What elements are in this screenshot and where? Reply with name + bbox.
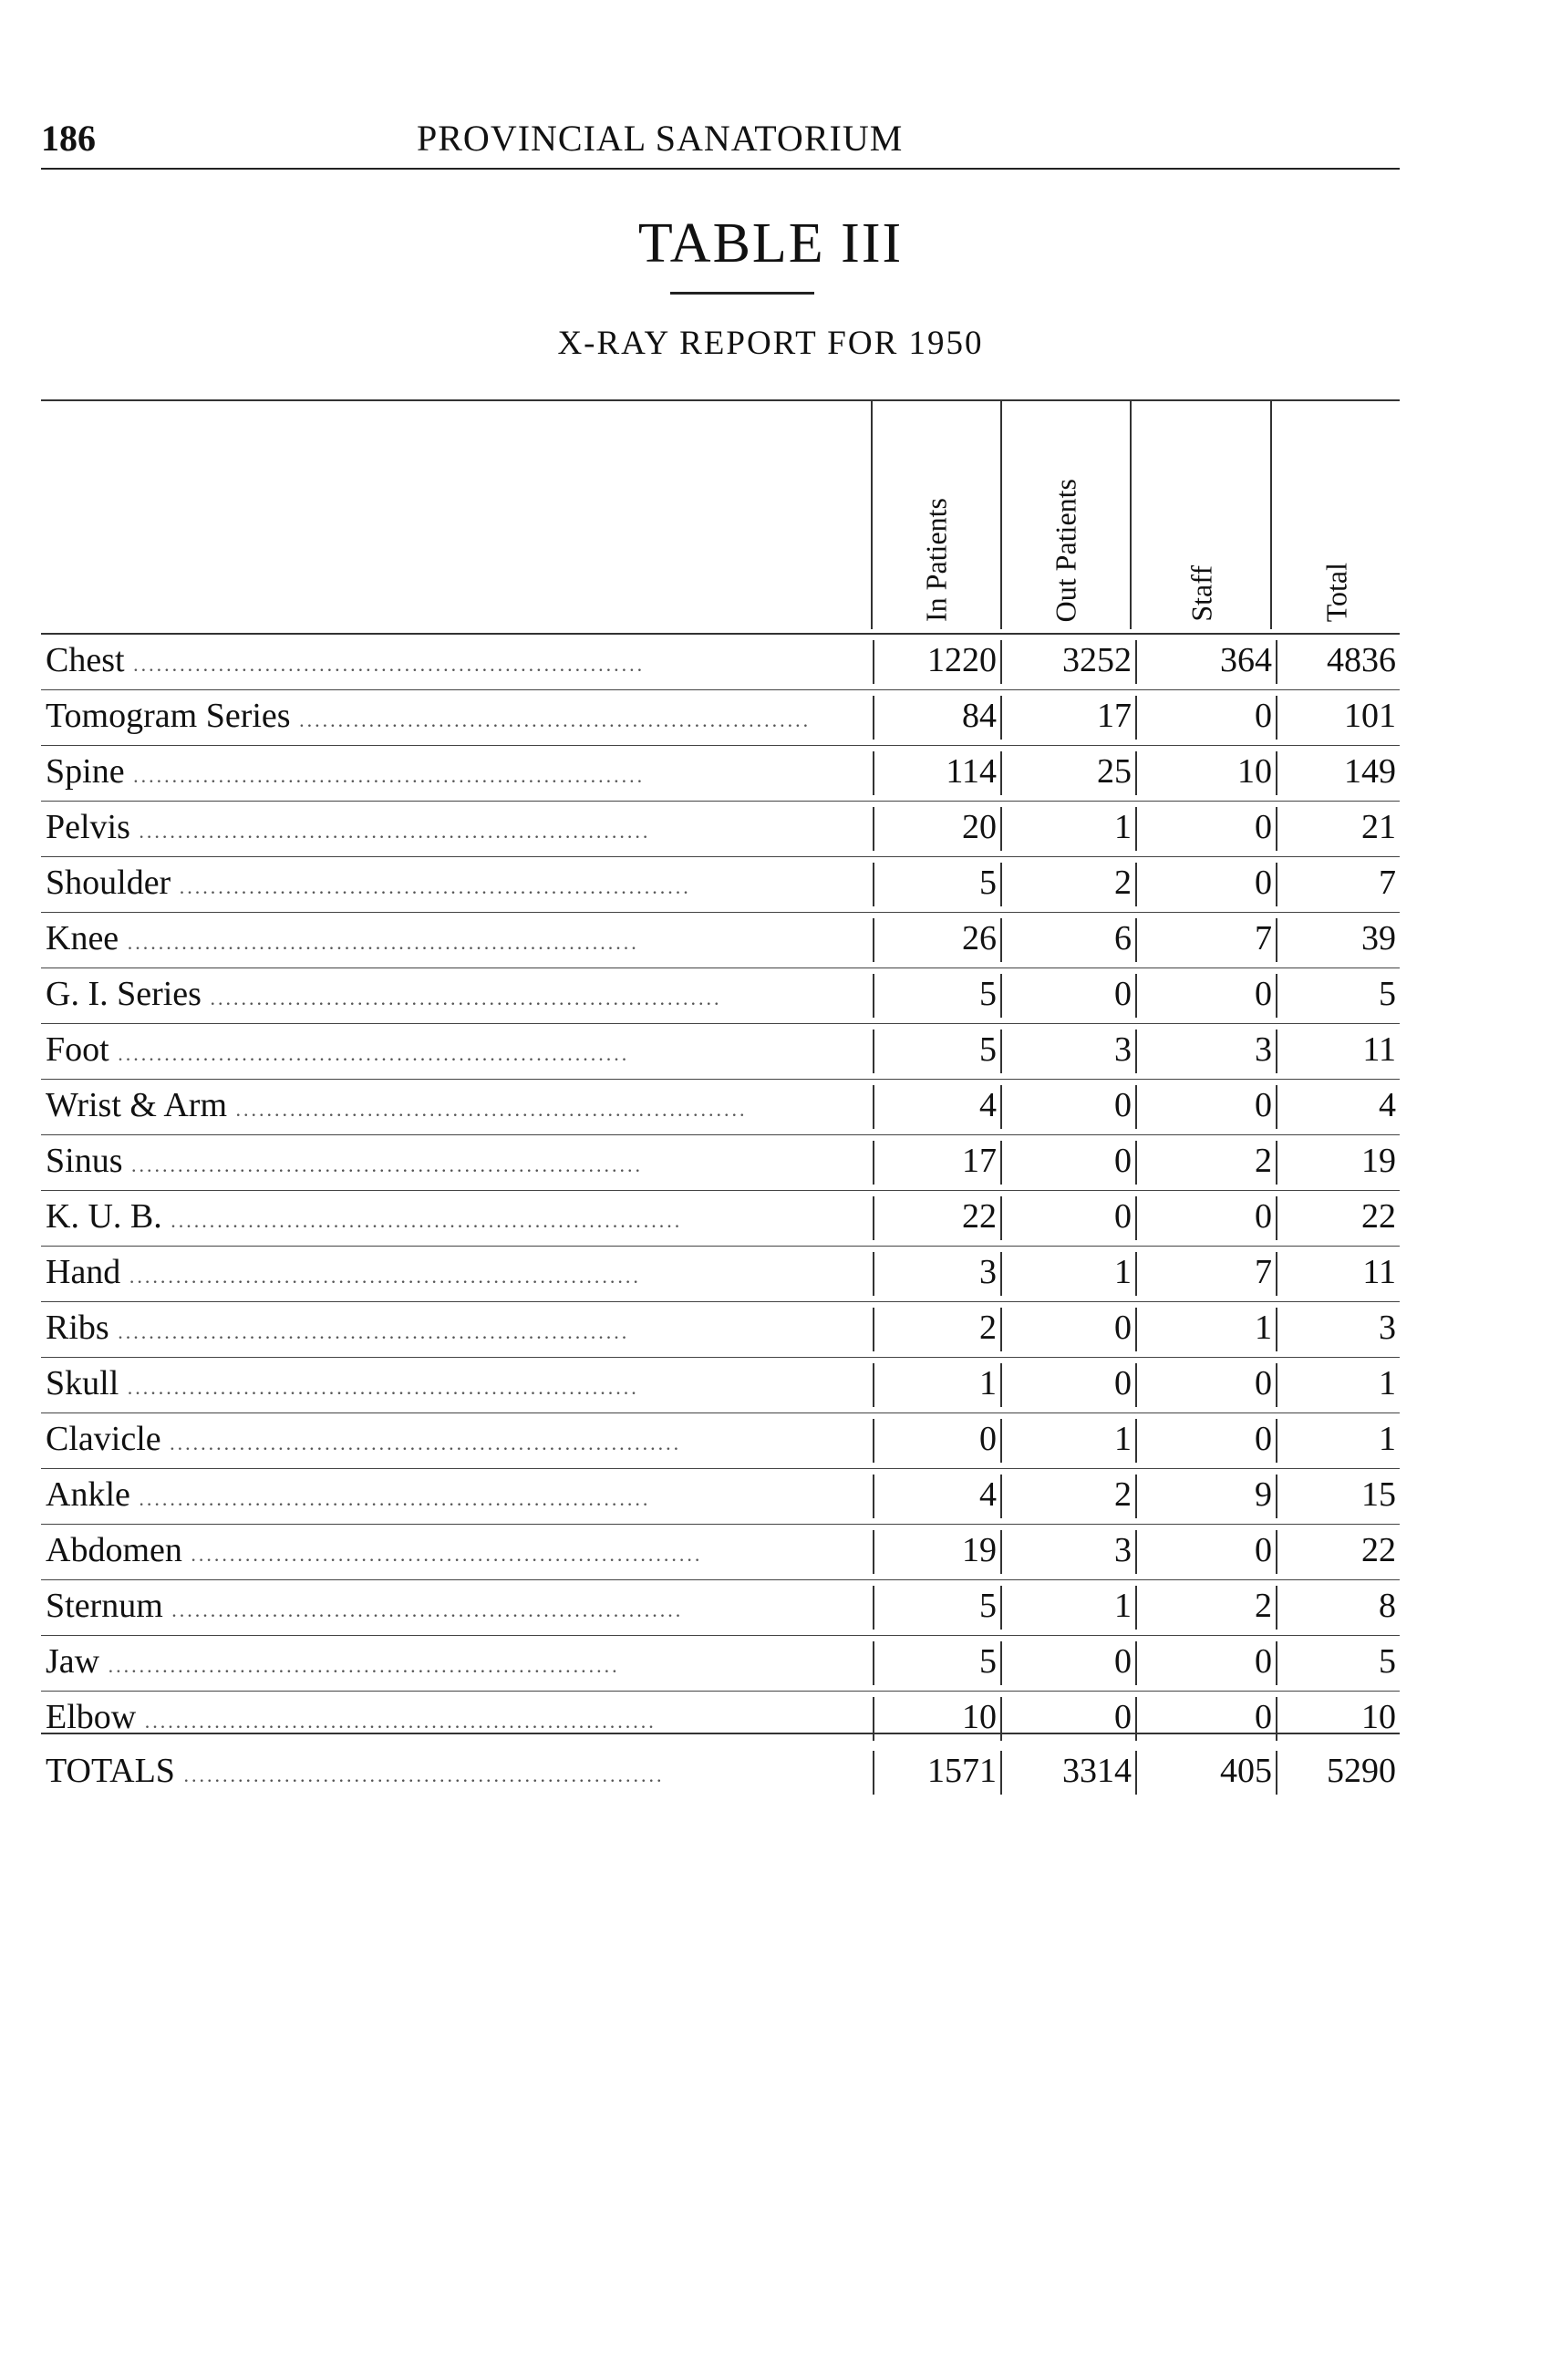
cell-staff: 0 (1135, 1196, 1277, 1240)
cell-out-patients: 0 (1004, 1641, 1137, 1685)
row-label-text: Jaw (46, 1642, 100, 1681)
row-label-text: Sternum (46, 1587, 163, 1625)
leader-dots: .................................................................. (108, 1654, 620, 1677)
cell-staff: 0 (1135, 696, 1277, 740)
cell-in-patients: 17 (873, 1141, 1002, 1185)
cell-total: 19 (1361, 1142, 1396, 1180)
cell-out-patients: 1 (1004, 1586, 1137, 1630)
table-row (41, 689, 1400, 745)
leader-dots: .................................................................. (235, 1098, 748, 1121)
row-label-text: Tomogram Series (46, 697, 291, 735)
table-row (41, 1635, 1400, 1691)
cell-staff: 2 (1135, 1141, 1277, 1185)
table-row (41, 1468, 1400, 1524)
cell-total: 4 (1379, 1086, 1396, 1124)
cell-out-patients: 0 (1004, 1363, 1137, 1407)
table-row (41, 1023, 1400, 1079)
totals-staff: 405 (1135, 1751, 1277, 1795)
row-label (46, 1475, 866, 1515)
cell-out-patients: 1 (1004, 1252, 1137, 1296)
row-label-text: Skull (46, 1364, 119, 1402)
cell-in-patients: 0 (873, 1419, 1002, 1463)
leader-dots: .................................................................. (170, 1432, 682, 1454)
cell-in-patients: 22 (873, 1196, 1002, 1240)
row-label-text: Ribs (46, 1309, 109, 1347)
cell-in-patients: 2 (873, 1308, 1002, 1351)
row-label (46, 1419, 866, 1459)
leader-dots: .................................................................. (144, 1710, 657, 1733)
leader-dots: .................................................................. (191, 1543, 703, 1566)
cell-out-patients: 0 (1004, 1141, 1137, 1185)
row-label (46, 1085, 866, 1125)
cell-total: 39 (1361, 919, 1396, 957)
leader-dots: .................................................................. (130, 1154, 643, 1176)
cell-out-patients: 0 (1004, 974, 1137, 1018)
cell-out-patients: 3 (1004, 1530, 1137, 1574)
cell-total: 22 (1361, 1197, 1396, 1236)
cell-out-patients: 6 (1004, 918, 1137, 962)
row-label (46, 807, 866, 847)
leader-dots: .............................................................. (183, 1764, 665, 1786)
page-number: 186 (41, 118, 96, 159)
row-label-text: Wrist & Arm (46, 1086, 228, 1124)
cell-total: 10 (1361, 1698, 1396, 1736)
cell-out-patients: 0 (1004, 1085, 1137, 1129)
leader-dots: .................................................................. (133, 653, 646, 676)
cell-total: 8 (1379, 1587, 1396, 1625)
cell-out-patients: 2 (1004, 863, 1137, 906)
row-label (46, 1308, 866, 1348)
row-label (46, 1586, 866, 1626)
table-subtitle: X-RAY REPORT FOR 1950 (557, 325, 984, 362)
cell-out-patients: 3 (1004, 1030, 1137, 1073)
cell-out-patients: 0 (1004, 1697, 1137, 1741)
table-row (41, 1412, 1400, 1468)
leader-dots: .................................................................. (129, 1265, 641, 1288)
cell-in-patients: 3 (873, 1252, 1002, 1296)
row-label (46, 751, 866, 792)
cell-total: 1 (1379, 1364, 1396, 1402)
table-row (41, 1190, 1400, 1246)
leader-dots: .................................................................. (127, 931, 639, 954)
running-title: PROVINCIAL SANATORIUM (417, 118, 904, 159)
cell-in-patients: 5 (873, 1641, 1002, 1685)
table-row (41, 912, 1400, 968)
row-label-text: G. I. Series (46, 975, 202, 1013)
cell-out-patients: 25 (1004, 751, 1137, 795)
row-label (46, 1363, 866, 1403)
leader-dots: .................................................................. (139, 820, 651, 843)
row-label (46, 1641, 866, 1682)
totals-total: 5290 (1327, 1752, 1396, 1790)
table-row (41, 1301, 1400, 1357)
table-row (41, 856, 1400, 912)
cell-total: 22 (1361, 1531, 1396, 1569)
cell-staff: 364 (1135, 640, 1277, 684)
row-label (46, 974, 866, 1014)
cell-total: 11 (1362, 1030, 1396, 1069)
table-row (41, 745, 1400, 801)
column-header-label: Out Patients (1049, 478, 1082, 622)
row-label (46, 1530, 866, 1570)
column-header-label: Total (1319, 562, 1353, 622)
cell-staff: 3 (1135, 1030, 1277, 1073)
leader-dots: .................................................................. (118, 1042, 630, 1065)
cell-in-patients: 26 (873, 918, 1002, 962)
column-header-staff (1133, 401, 1272, 629)
row-label (46, 1196, 866, 1237)
cell-total: 7 (1379, 864, 1396, 902)
cell-in-patients: 5 (873, 974, 1002, 1018)
cell-in-patients: 5 (873, 1586, 1002, 1630)
cell-staff: 0 (1135, 1363, 1277, 1407)
cell-in-patients: 10 (873, 1697, 1002, 1741)
cell-total: 5 (1379, 975, 1396, 1013)
row-label (46, 640, 866, 680)
row-label-text: Clavicle (46, 1420, 161, 1458)
cell-total: 1 (1379, 1420, 1396, 1458)
row-label-text: Elbow (46, 1698, 137, 1736)
leader-dots: .................................................................. (171, 1599, 684, 1621)
row-label (46, 696, 866, 736)
row-label-text: Hand (46, 1253, 121, 1291)
table-row (41, 633, 1400, 689)
column-header-total (1274, 401, 1400, 629)
row-label-text: Chest (46, 641, 125, 679)
column-header-out-patients (1002, 401, 1132, 629)
cell-staff: 0 (1135, 863, 1277, 906)
cell-in-patients: 84 (873, 696, 1002, 740)
cell-out-patients: 1 (1004, 807, 1137, 851)
cell-in-patients: 4 (873, 1475, 1002, 1518)
table-row (41, 1524, 1400, 1579)
cell-in-patients: 20 (873, 807, 1002, 851)
table-row (41, 1079, 1400, 1134)
totals-label-text: TOTALS (46, 1752, 175, 1790)
cell-in-patients: 19 (873, 1530, 1002, 1574)
cell-staff: 0 (1135, 1641, 1277, 1685)
cell-total: 15 (1361, 1475, 1396, 1514)
leader-dots: .................................................................. (133, 764, 646, 787)
row-label (46, 918, 866, 958)
table-row (41, 1357, 1400, 1412)
row-label-text: K. U. B. (46, 1197, 162, 1236)
totals-label (46, 1751, 866, 1791)
row-label-text: Pelvis (46, 808, 130, 846)
cell-total: 5 (1379, 1642, 1396, 1681)
table-body (41, 633, 1400, 1746)
cell-staff: 2 (1135, 1586, 1277, 1630)
cell-staff: 9 (1135, 1475, 1277, 1518)
leader-dots: .................................................................. (179, 875, 691, 898)
row-label-text: Knee (46, 919, 119, 957)
table-row (41, 1134, 1400, 1190)
page-header (41, 117, 1400, 170)
cell-staff: 0 (1135, 1530, 1277, 1574)
row-label (46, 1252, 866, 1292)
row-label-text: Ankle (46, 1475, 130, 1514)
row-label-text: Sinus (46, 1142, 123, 1180)
table-row (41, 1579, 1400, 1635)
leader-dots: .................................................................. (118, 1320, 630, 1343)
cell-staff: 0 (1135, 974, 1277, 1018)
cell-staff: 0 (1135, 1085, 1277, 1129)
cell-in-patients: 5 (873, 1030, 1002, 1073)
cell-in-patients: 4 (873, 1085, 1002, 1129)
totals-row (41, 1733, 1400, 1798)
cell-in-patients: 114 (873, 751, 1002, 795)
cell-out-patients: 0 (1004, 1308, 1137, 1351)
row-label (46, 1697, 866, 1737)
cell-in-patients: 1220 (873, 640, 1002, 684)
cell-staff: 0 (1135, 1697, 1277, 1741)
totals-out-patients: 3314 (1004, 1751, 1137, 1795)
cell-out-patients: 17 (1004, 696, 1137, 740)
cell-total: 4836 (1327, 641, 1396, 679)
cell-total: 21 (1361, 808, 1396, 846)
cell-staff: 10 (1135, 751, 1277, 795)
leader-dots: .................................................................. (127, 1376, 639, 1399)
leader-dots: .................................................................. (299, 709, 812, 731)
cell-staff: 7 (1135, 918, 1277, 962)
row-label (46, 863, 866, 903)
table-row (41, 968, 1400, 1023)
cell-total: 3 (1379, 1309, 1396, 1347)
cell-staff: 7 (1135, 1252, 1277, 1296)
leader-dots: .................................................................. (171, 1209, 683, 1232)
row-label-text: Foot (46, 1030, 109, 1069)
cell-total: 11 (1362, 1253, 1396, 1291)
row-label (46, 1030, 866, 1070)
row-label-text: Abdomen (46, 1531, 182, 1569)
column-header-label: Staff (1184, 565, 1218, 622)
title-divider (670, 292, 814, 295)
cell-staff: 0 (1135, 1419, 1277, 1463)
totals-in-patients: 1571 (873, 1751, 1002, 1795)
cell-in-patients: 5 (873, 863, 1002, 906)
cell-out-patients: 3252 (1004, 640, 1137, 684)
cell-out-patients: 0 (1004, 1196, 1137, 1240)
cell-staff: 1 (1135, 1308, 1277, 1351)
row-label (46, 1141, 866, 1181)
cell-staff: 0 (1135, 807, 1277, 851)
table-row (41, 801, 1400, 856)
table-title: TABLE III (637, 212, 904, 274)
cell-out-patients: 2 (1004, 1475, 1137, 1518)
cell-total: 149 (1344, 752, 1396, 791)
table-row (41, 1246, 1400, 1301)
cell-in-patients: 1 (873, 1363, 1002, 1407)
cell-out-patients: 1 (1004, 1419, 1137, 1463)
leader-dots: .................................................................. (139, 1487, 651, 1510)
column-header-label: In Patients (919, 498, 953, 622)
row-label-text: Shoulder (46, 864, 171, 902)
column-header-in-patients (871, 401, 1002, 629)
leader-dots: .................................................................. (210, 987, 722, 1009)
row-label-text: Spine (46, 752, 125, 791)
cell-total: 101 (1344, 697, 1396, 735)
